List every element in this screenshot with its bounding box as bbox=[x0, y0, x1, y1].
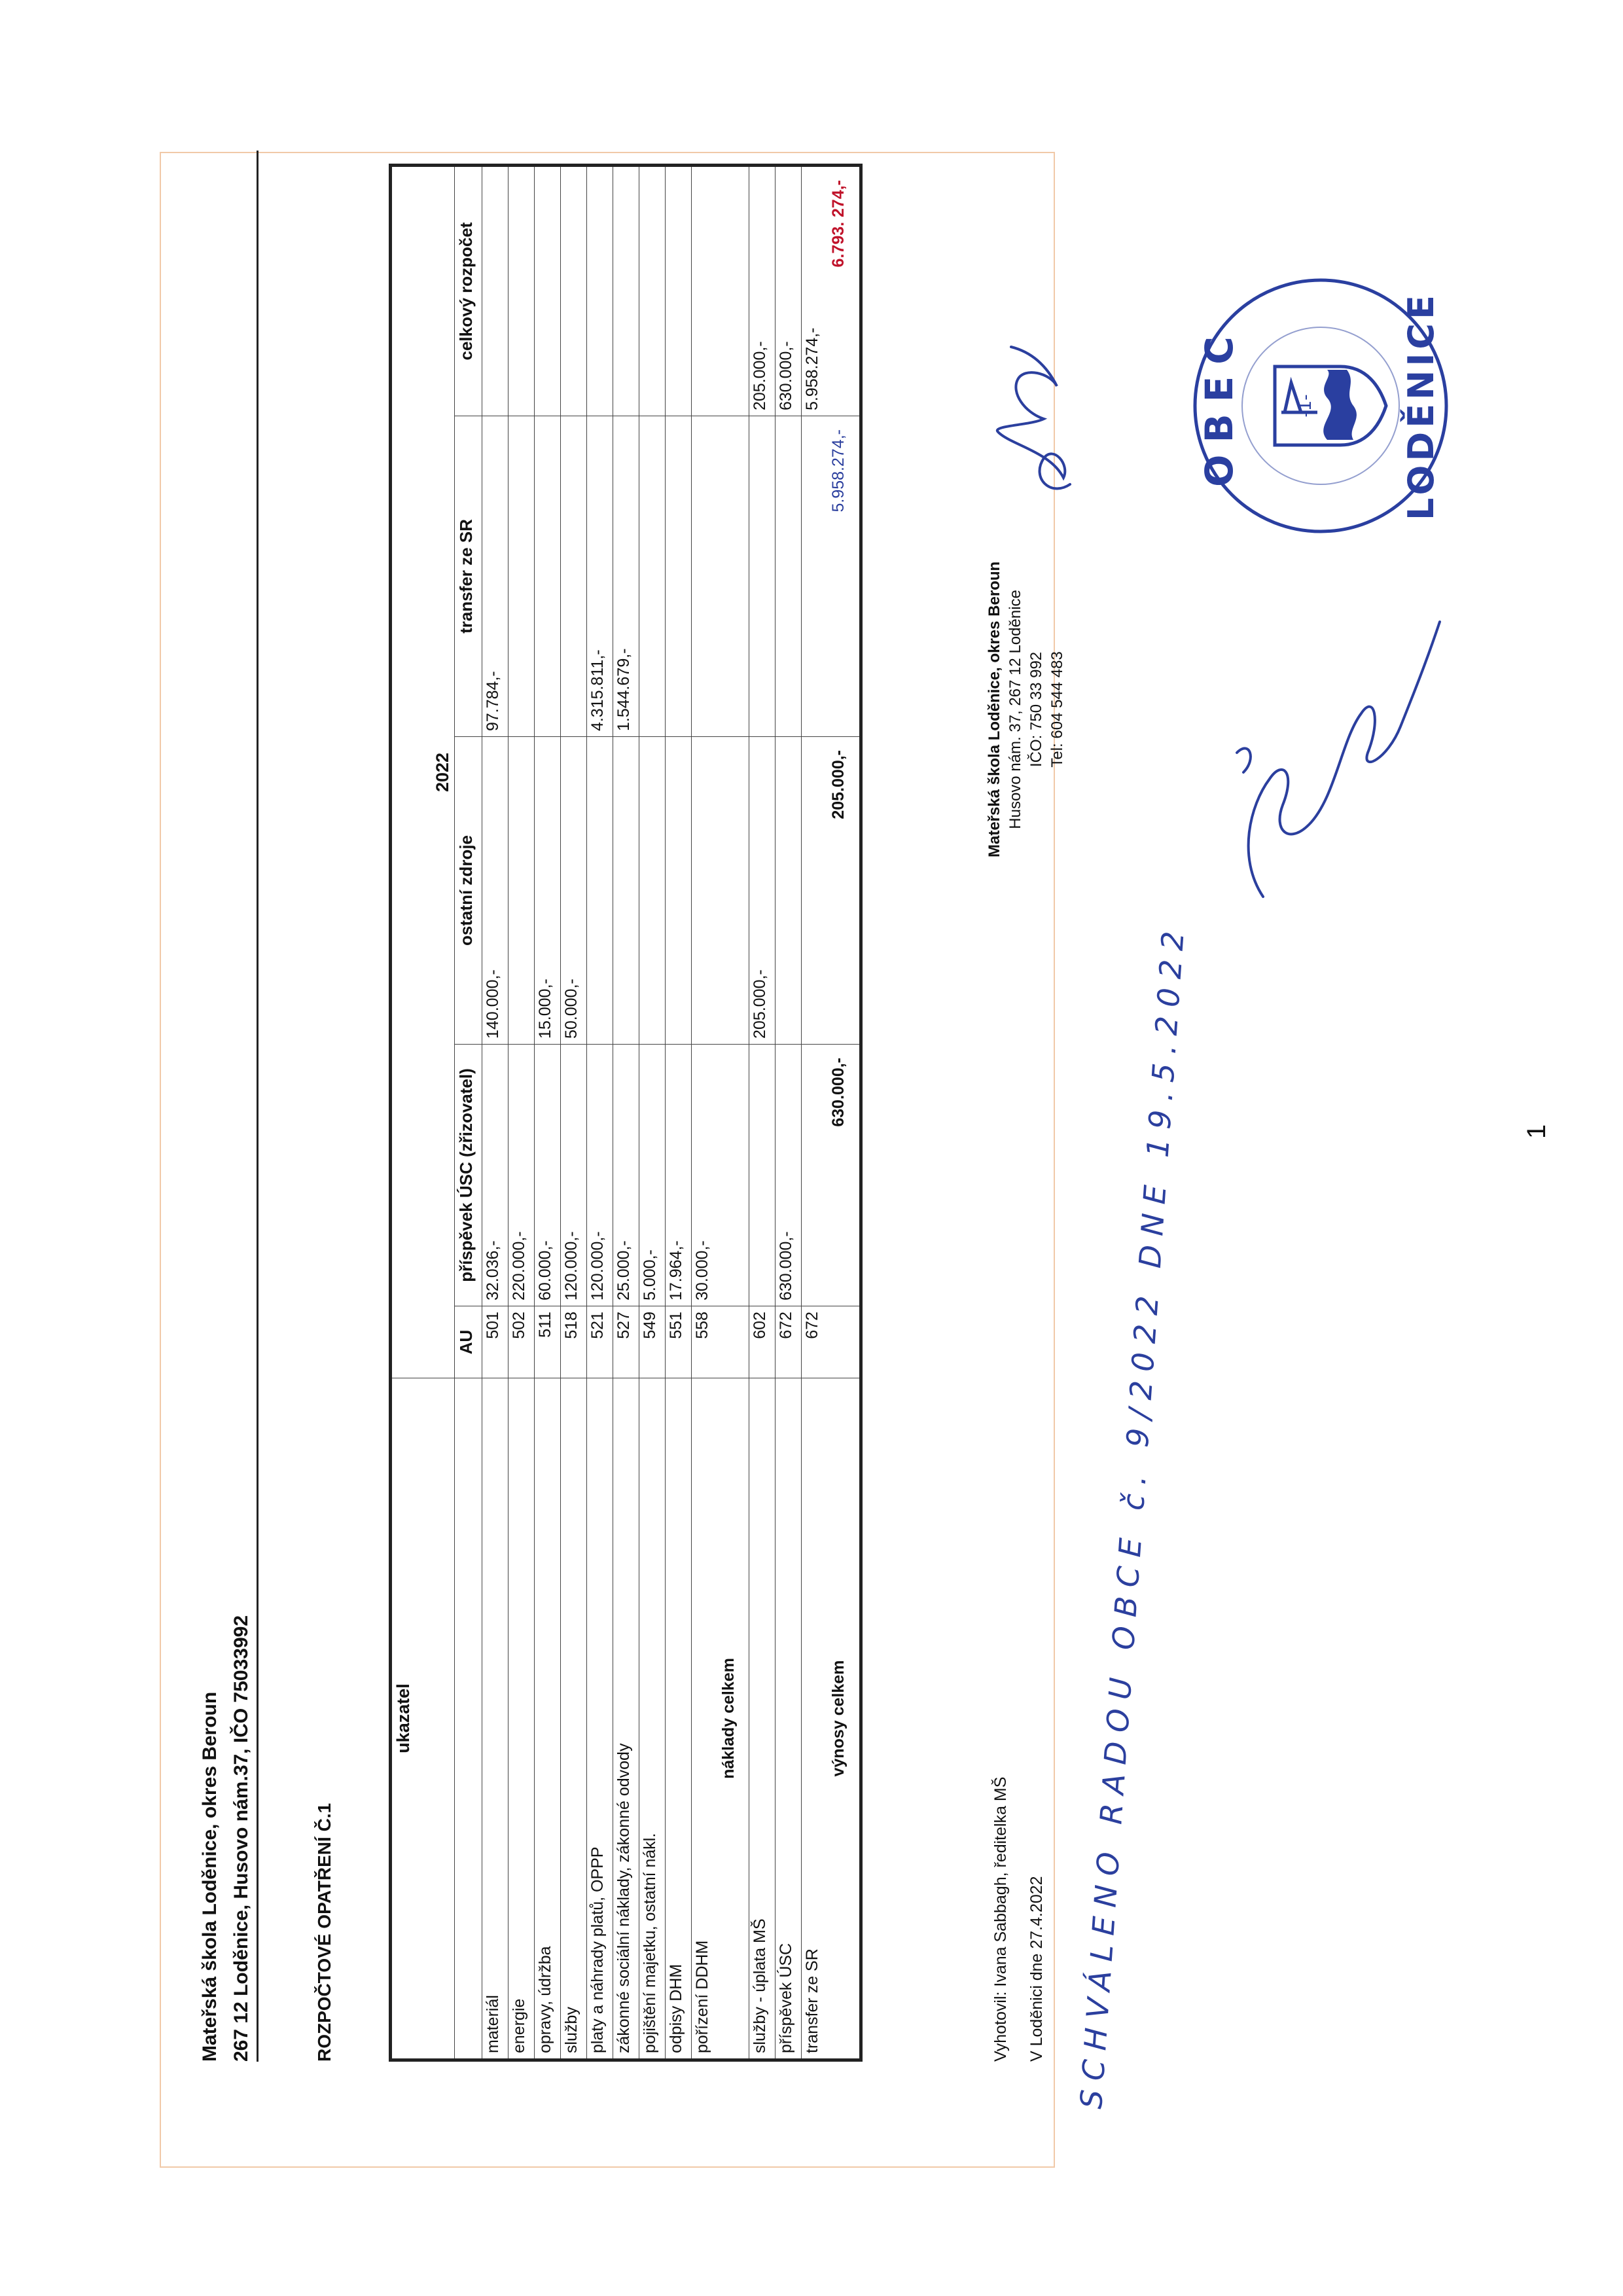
prispevek-cell: 60.000,- bbox=[535, 1044, 560, 1306]
au-cell: 672 bbox=[802, 1306, 828, 1378]
header-ostatni: ostatní zdroje bbox=[455, 736, 482, 1044]
celkovy-cell bbox=[587, 167, 613, 416]
header-year: 2022 bbox=[433, 752, 452, 793]
ostatni-cell bbox=[776, 736, 801, 1044]
ostatni-cell: 15.000,- bbox=[535, 736, 560, 1044]
school-ico: IČO: 750 33 992 bbox=[1027, 651, 1045, 767]
header-divider bbox=[257, 151, 259, 2062]
ostatni-cell: 205.000,- bbox=[749, 736, 775, 1044]
au-cell: 602 bbox=[749, 1306, 775, 1378]
vynosy-transfer: 5.958.274,- bbox=[828, 416, 859, 736]
ostatni-cell bbox=[639, 736, 665, 1044]
label-cell: zákonné sociální náklady, zákonné odvody bbox=[613, 1378, 639, 2058]
table-row bbox=[776, 167, 802, 2058]
transfer-cell bbox=[776, 416, 801, 736]
label-cell: služby - úplata MŠ bbox=[749, 1378, 775, 2058]
place-date: V Loděnici dne 27.4.2022 bbox=[1027, 1876, 1046, 2062]
table-row bbox=[639, 167, 666, 2058]
au-cell: 502 bbox=[508, 1306, 534, 1378]
transfer-cell bbox=[749, 416, 775, 736]
naklady-celkem-row bbox=[718, 167, 749, 2058]
table-header-row bbox=[392, 167, 455, 2058]
naklady-celkem-label: náklady celkem bbox=[718, 1378, 749, 2058]
celkovy-cell bbox=[639, 167, 665, 416]
school-address-block bbox=[984, 562, 1068, 857]
celkovy-cell bbox=[692, 167, 718, 416]
label-cell: pojištění majetku, ostatní nákl. bbox=[639, 1378, 665, 2058]
table-row bbox=[587, 167, 613, 2058]
label-cell: transfer ze SR bbox=[802, 1378, 828, 2058]
school-street: Husovo nám. 37, 267 12 Loděnice bbox=[1007, 590, 1024, 829]
table-row bbox=[692, 167, 718, 2058]
celkovy-cell bbox=[561, 167, 586, 416]
celkovy-cell: 205.000,- bbox=[751, 341, 769, 410]
ostatni-cell bbox=[587, 736, 613, 1044]
header-school-address: 267 12 Loděnice, Husovo nám.37, IČO 75033992 bbox=[230, 1615, 252, 2062]
label-cell: služby bbox=[561, 1378, 586, 2058]
au-cell: 511 bbox=[535, 1306, 560, 1378]
vynosy-celkem-label: výnosy celkem bbox=[828, 1378, 859, 2058]
prispevek-cell: 630.000,- bbox=[776, 1044, 801, 1306]
au-cell: 549 bbox=[639, 1306, 665, 1378]
vynosy-celkovy: 6.793. 274,- bbox=[829, 180, 847, 268]
vynosy-celkem-row bbox=[828, 167, 859, 2058]
ostatni-cell bbox=[692, 736, 718, 1044]
stamp-mid-text: -1- bbox=[1296, 394, 1315, 418]
transfer-cell: 4.315.811,- bbox=[587, 416, 613, 736]
ostatni-cell bbox=[508, 736, 534, 1044]
transfer-cell bbox=[535, 416, 560, 736]
table-row bbox=[749, 167, 776, 2058]
page-number: 1 bbox=[1522, 1124, 1551, 1139]
header-celkovy: celkový rozpočet bbox=[456, 222, 476, 361]
table-row bbox=[535, 167, 561, 2058]
prispevek-cell: 120.000,- bbox=[561, 1044, 586, 1306]
header-ukazatel: ukazatel bbox=[392, 1378, 454, 2058]
au-cell: 558 bbox=[692, 1306, 718, 1378]
transfer-cell: 1.544.679,- bbox=[613, 416, 639, 736]
school-name: Mateřská škola Loděnice, okres Beroun bbox=[986, 561, 1003, 857]
transfer-cell: 97.784,- bbox=[482, 416, 508, 736]
ostatni-cell: 140.000,- bbox=[482, 736, 508, 1044]
prispevek-cell: 32.036,- bbox=[482, 1044, 508, 1306]
transfer-cell bbox=[639, 416, 665, 736]
au-cell: 521 bbox=[587, 1306, 613, 1378]
prispevek-cell: 30.000,- bbox=[692, 1044, 718, 1306]
label-cell: pořízení DDHM bbox=[692, 1378, 718, 2058]
document-title: ROZPOČTOVÉ OPATŘENÍ Č.1 bbox=[314, 1803, 334, 2062]
director-signature bbox=[972, 334, 1083, 504]
header-school-name: Mateřská škola Loděnice, okres Beroun bbox=[199, 1691, 221, 2062]
approval-note: SCHVÁLENO RADOU OBCE č. 9/2022 DNE 19.5.2022 bbox=[1073, 921, 1192, 2110]
prispevek-cell: 5.000,- bbox=[639, 1044, 665, 1306]
prispevek-cell bbox=[802, 1044, 828, 1306]
header-au: AU bbox=[455, 1306, 482, 1378]
table-subheader-row bbox=[455, 167, 482, 2058]
transfer-cell bbox=[561, 416, 586, 736]
budget-table bbox=[389, 164, 863, 2062]
table-row bbox=[666, 167, 692, 2058]
transfer-cell bbox=[666, 416, 691, 736]
au-cell: 518 bbox=[561, 1306, 586, 1378]
celkovy-cell: 630.000,- bbox=[777, 341, 795, 410]
income-rows bbox=[749, 167, 828, 2058]
table-row bbox=[482, 167, 508, 2058]
table-row bbox=[508, 167, 535, 2058]
celkovy-cell bbox=[508, 167, 534, 416]
label-cell: opravy, údržba bbox=[535, 1378, 560, 2058]
ostatni-cell: 50.000,- bbox=[561, 736, 586, 1044]
celkovy-cell: 5.958.274,- bbox=[803, 327, 821, 410]
celkovy-cell bbox=[535, 167, 560, 416]
prispevek-cell: 17.964,- bbox=[666, 1044, 691, 1306]
celkovy-cell bbox=[666, 167, 691, 416]
table-row bbox=[802, 167, 828, 2058]
vynosy-ostatni: 205.000,- bbox=[828, 736, 859, 1044]
mayor-signature bbox=[1211, 609, 1453, 910]
label-cell: příspěvek ÚSC bbox=[776, 1378, 801, 2058]
label-cell: energie bbox=[508, 1378, 534, 2058]
header-transfer: transfer ze SR bbox=[455, 416, 482, 736]
table-row bbox=[561, 167, 587, 2058]
prispevek-cell bbox=[749, 1044, 775, 1306]
table-row bbox=[613, 167, 639, 2058]
celkovy-cell bbox=[613, 167, 639, 416]
transfer-cell bbox=[508, 416, 534, 736]
prispevek-cell: 120.000,- bbox=[587, 1044, 613, 1306]
au-cell: 672 bbox=[776, 1306, 801, 1378]
expense-rows bbox=[482, 167, 718, 2058]
header-prispevek: příspěvek ÚSC (zřizovatel) bbox=[455, 1044, 482, 1306]
ostatni-cell bbox=[613, 736, 639, 1044]
obec-stamp bbox=[1183, 262, 1458, 550]
ostatni-cell bbox=[802, 736, 828, 1044]
transfer-cell bbox=[692, 416, 718, 736]
stamp-top-text: OBEC bbox=[1197, 325, 1241, 487]
stamp-bottom-text: LODĚNICE bbox=[1400, 291, 1442, 520]
celkovy-cell bbox=[482, 167, 508, 416]
label-cell: materiál bbox=[482, 1378, 508, 2058]
au-cell: 501 bbox=[482, 1306, 508, 1378]
prispevek-cell: 220.000,- bbox=[508, 1044, 534, 1306]
label-cell: platy a náhrady platů, OPPP bbox=[587, 1378, 613, 2058]
prepared-by: Vyhotovil: Ivana Sabbagh, ředitelka MŠ bbox=[991, 1776, 1010, 2062]
school-tel: Tel: 604 544 483 bbox=[1048, 651, 1066, 768]
header-ukazatel-empty bbox=[455, 1378, 482, 2058]
document-content bbox=[170, 164, 1066, 2153]
label-cell: odpisy DHM bbox=[666, 1378, 691, 2058]
vynosy-prispevek: 630.000,- bbox=[828, 1044, 859, 1306]
ostatni-cell bbox=[666, 736, 691, 1044]
transfer-cell bbox=[802, 416, 828, 736]
prispevek-cell: 25.000,- bbox=[613, 1044, 639, 1306]
au-cell: 551 bbox=[666, 1306, 691, 1378]
au-cell: 527 bbox=[613, 1306, 639, 1378]
